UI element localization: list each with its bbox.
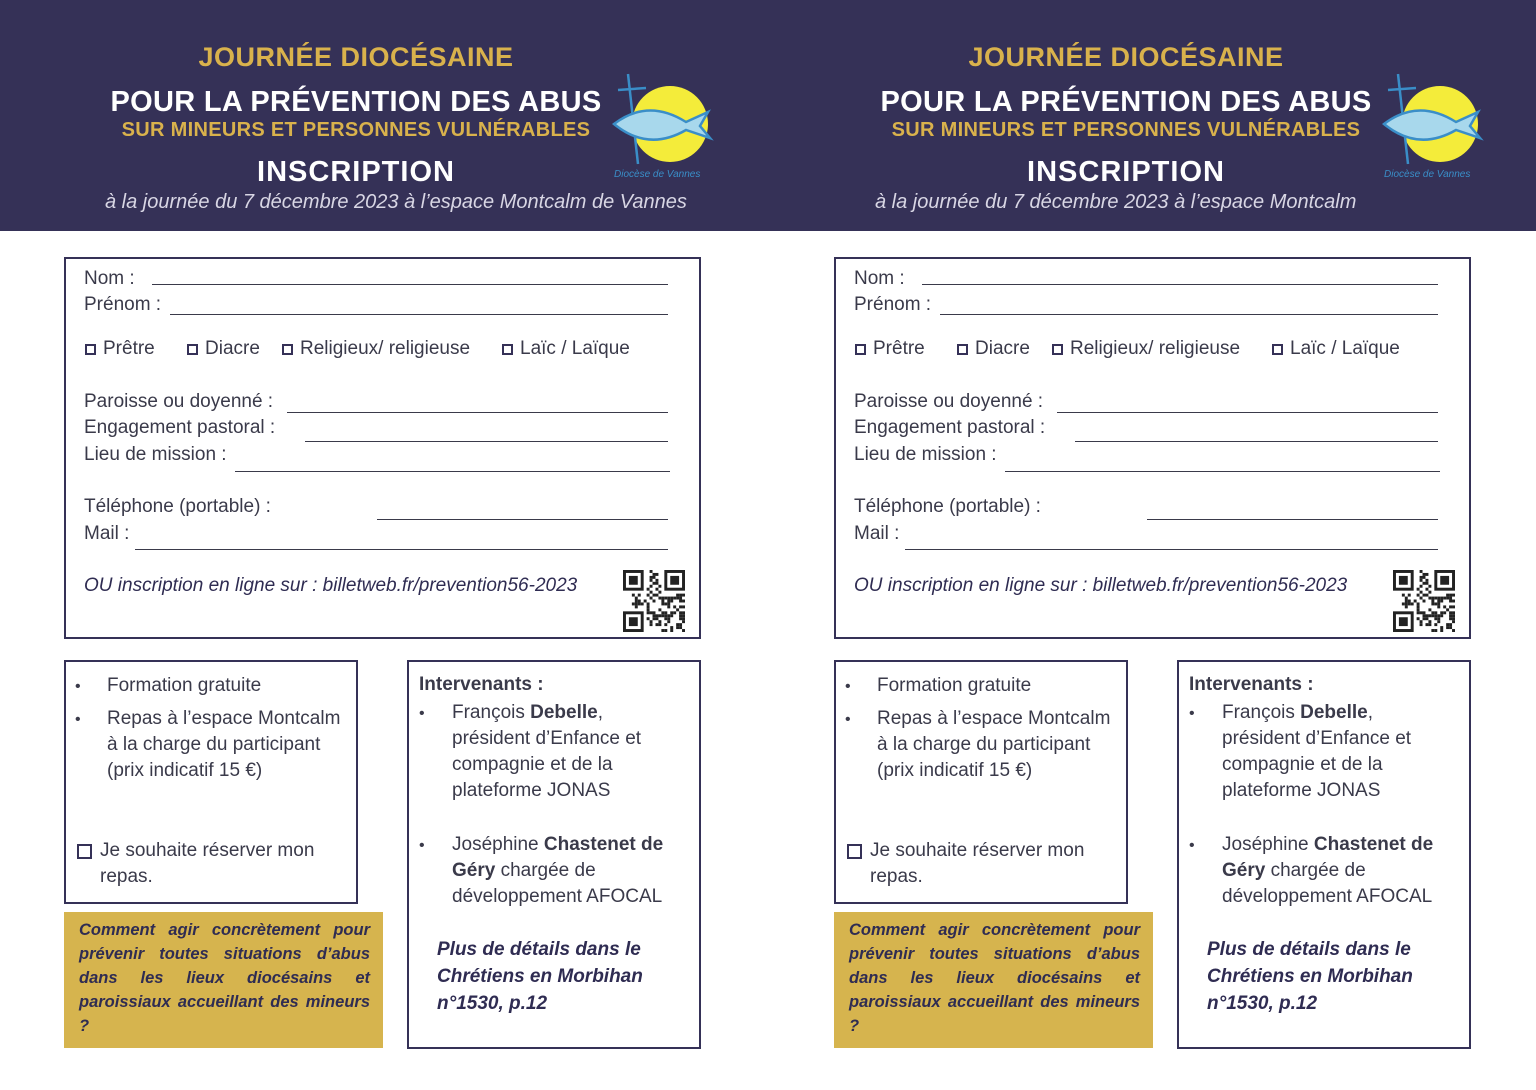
engagement-field[interactable] xyxy=(305,441,668,442)
option-label: Religieux/ religieuse xyxy=(300,338,471,359)
telephone-label: Téléphone (portable) : xyxy=(854,496,1041,517)
option-diacre[interactable] xyxy=(187,338,260,360)
option-religieux[interactable] xyxy=(1052,338,1240,360)
info-free-training: Formation gratuite xyxy=(107,675,262,696)
speaker-role: chargée de développement AFOCAL xyxy=(1222,860,1433,907)
prenom-field[interactable] xyxy=(940,314,1438,315)
option-laic[interactable] xyxy=(1272,338,1400,360)
speaker-debelle xyxy=(1222,700,1452,804)
speaker-chastenet xyxy=(452,832,684,910)
telephone-field[interactable] xyxy=(1147,519,1438,520)
lieu-field[interactable] xyxy=(1005,471,1440,472)
speaker-first-name: Joséphine xyxy=(452,834,544,855)
lieu-label: Lieu de mission : xyxy=(84,444,227,465)
info-free-training: Formation gratuite xyxy=(877,675,1032,696)
nom-field[interactable] xyxy=(152,284,668,285)
checkbox-icon[interactable] xyxy=(1052,344,1063,355)
diocese-logo xyxy=(608,72,714,172)
engagement-label: Engagement pastoral : xyxy=(84,417,276,438)
online-registration-link[interactable]: OU inscription en ligne sur : billetweb.fr/prevention56-2023 xyxy=(84,575,578,596)
prenom-label: Prénom : xyxy=(854,294,932,315)
mail-field[interactable] xyxy=(905,549,1438,550)
option-label: Diacre xyxy=(975,338,1030,359)
option-label: Prêtre xyxy=(103,338,155,359)
option-label: Laïc / Laïque xyxy=(520,338,630,359)
speaker-role: , président d’Enfance et compagnie et de la plateforme JONAS xyxy=(1222,702,1412,801)
qr-code-icon[interactable] xyxy=(1393,570,1455,632)
speaker-last-name: Chastenet de Géry xyxy=(452,834,664,881)
speaker-last-name: Debelle xyxy=(1300,702,1368,723)
info-meal: Repas à l’espace Montcalm à la charge du participant (prix indicatif 15 €) xyxy=(107,708,341,781)
paroisse-field[interactable] xyxy=(1057,412,1438,413)
reserve-meal-label: Je souhaite réserver mon repas. xyxy=(100,840,315,887)
option-label: Prêtre xyxy=(873,338,925,359)
speaker-last-name: Chastenet de Géry xyxy=(1222,834,1434,881)
speaker-last-name: Debelle xyxy=(530,702,598,723)
speaker-first-name: François xyxy=(452,702,531,723)
info-meal: Repas à l’espace Montcalm à la charge du participant (prix indicatif 15 €) xyxy=(877,708,1111,781)
logo-caption: Diocèse de Vannes xyxy=(1384,169,1471,180)
checkbox-icon[interactable] xyxy=(85,344,96,355)
paroisse-field[interactable] xyxy=(287,412,668,413)
option-diacre[interactable] xyxy=(957,338,1030,360)
lieu-field[interactable] xyxy=(235,471,670,472)
option-pretre[interactable] xyxy=(855,338,925,360)
header-title-3: SUR MINEURS ET PERSONNES VULNÉRABLES xyxy=(891,119,1361,141)
header-title-2: POUR LA PRÉVENTION DES ABUS xyxy=(880,86,1372,118)
speaker-role: , président d’Enfance et compagnie et de la plateforme JONAS xyxy=(452,702,642,801)
checkbox-icon[interactable] xyxy=(855,344,866,355)
option-laic[interactable] xyxy=(502,338,630,360)
mail-label: Mail : xyxy=(84,523,130,544)
details-reference: Plus de détails dans le Chrétiens en Morbihan n°1530, p.12 xyxy=(1207,939,1413,1014)
question-text: Comment agir concrètement pour prévenir toutes situations d’abus dans les lieux diocésains et paroissiaux accueillant des mineurs ? xyxy=(79,921,370,1035)
engagement-label: Engagement pastoral : xyxy=(854,417,1046,438)
reserve-checkbox-icon[interactable] xyxy=(847,844,862,859)
header-title-2: POUR LA PRÉVENTION DES ABUS xyxy=(110,86,602,118)
nom-field[interactable] xyxy=(922,284,1438,285)
checkbox-icon[interactable] xyxy=(187,344,198,355)
diocese-logo xyxy=(1378,72,1484,172)
speakers-title: Intervenants : xyxy=(1189,674,1314,695)
mail-label: Mail : xyxy=(854,523,900,544)
mail-field[interactable] xyxy=(135,549,668,550)
header-inscription: INSCRIPTION xyxy=(1027,156,1225,188)
header-subtitle: à la journée du 7 décembre 2023 à l’espace Montcalm de Vannes xyxy=(105,191,687,213)
reserve-checkbox-icon[interactable] xyxy=(77,844,92,859)
option-pretre[interactable] xyxy=(85,338,155,360)
nom-label: Nom : xyxy=(854,268,905,289)
registration-card-right xyxy=(770,0,1536,1090)
telephone-field[interactable] xyxy=(377,519,668,520)
question-text: Comment agir concrètement pour prévenir toutes situations d’abus dans les lieux diocésains et paroissiaux accueillant des mineurs ? xyxy=(849,921,1140,1035)
bullet-dot: • xyxy=(419,705,425,722)
option-label: Religieux/ religieuse xyxy=(1070,338,1241,359)
checkbox-icon[interactable] xyxy=(502,344,513,355)
header-title-3: SUR MINEURS ET PERSONNES VULNÉRABLES xyxy=(121,119,591,141)
prenom-label: Prénom : xyxy=(84,294,162,315)
telephone-label: Téléphone (portable) : xyxy=(84,496,271,517)
header-title-1: JOURNÉE DIOCÉSAINE xyxy=(968,42,1284,72)
speakers-title: Intervenants : xyxy=(419,674,544,695)
option-label: Laïc / Laïque xyxy=(1290,338,1400,359)
bullet-dot: • xyxy=(845,711,851,728)
paroisse-label: Paroisse ou doyenné : xyxy=(854,391,1044,412)
bullet-dot: • xyxy=(75,678,81,695)
option-label: Diacre xyxy=(205,338,260,359)
checkbox-icon[interactable] xyxy=(1272,344,1283,355)
details-reference: Plus de détails dans le Chrétiens en Morbihan n°1530, p.12 xyxy=(437,939,643,1014)
option-religieux[interactable] xyxy=(282,338,470,360)
speaker-role: chargée de développement AFOCAL xyxy=(452,860,663,907)
header-title-1: JOURNÉE DIOCÉSAINE xyxy=(198,42,514,72)
bullet-dot: • xyxy=(419,837,425,854)
bullet-dot: • xyxy=(1189,837,1195,854)
lieu-label: Lieu de mission : xyxy=(854,444,997,465)
reserve-meal-label: Je souhaite réserver mon repas. xyxy=(870,840,1085,887)
prenom-field[interactable] xyxy=(170,314,668,315)
bullet-dot: • xyxy=(845,678,851,695)
paroisse-label: Paroisse ou doyenné : xyxy=(84,391,274,412)
speaker-first-name: Joséphine xyxy=(1222,834,1314,855)
logo-caption: Diocèse de Vannes xyxy=(614,169,701,180)
header-subtitle: à la journée du 7 décembre 2023 à l’espace Montcalm xyxy=(875,191,1357,213)
nom-label: Nom : xyxy=(84,268,135,289)
bullet-dot: • xyxy=(75,711,81,728)
online-registration-link[interactable]: OU inscription en ligne sur : billetweb.fr/prevention56-2023 xyxy=(854,575,1348,596)
qr-code-icon[interactable] xyxy=(623,570,685,632)
engagement-field[interactable] xyxy=(1075,441,1438,442)
speaker-first-name: François xyxy=(1222,702,1301,723)
checkbox-icon[interactable] xyxy=(957,344,968,355)
speaker-chastenet xyxy=(1222,832,1454,910)
speaker-debelle xyxy=(452,700,682,804)
header-inscription: INSCRIPTION xyxy=(257,156,455,188)
bullet-dot: • xyxy=(1189,705,1195,722)
checkbox-icon[interactable] xyxy=(282,344,293,355)
